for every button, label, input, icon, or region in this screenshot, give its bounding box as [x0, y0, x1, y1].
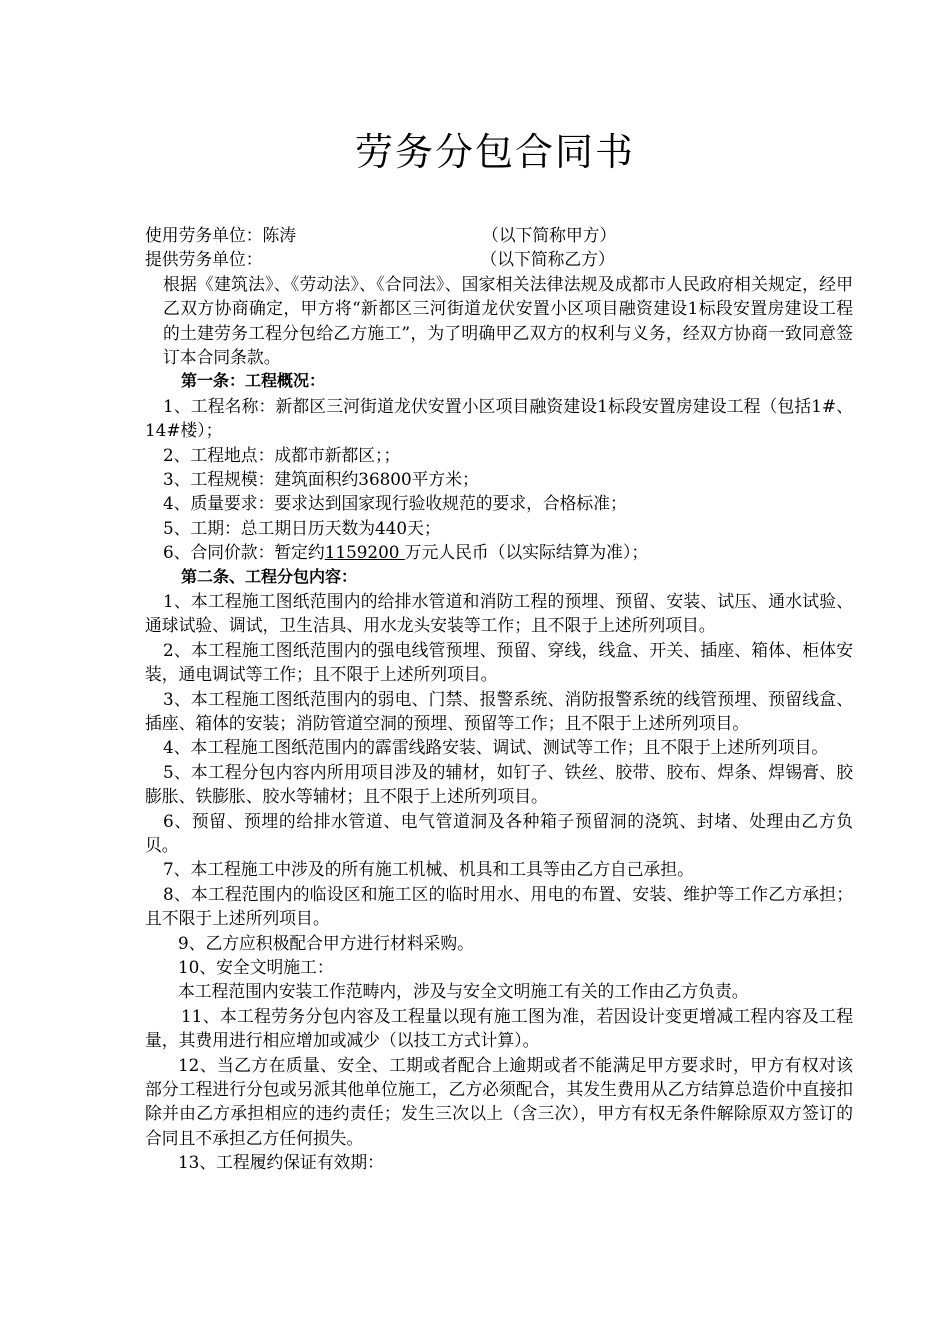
item6-suffix: 万元人民币（以实际结算为准）；	[404, 542, 649, 563]
article2-item: 5、本工程分包内容内所用项目涉及的辅材，如钉子、铁丝、胶带、胶布、焊条、焊锡膏、胶膨胀、铁膨胀、胶水等辅材；且不限于上述所列项目。	[145, 761, 853, 807]
document-title: 劳务分包合同书	[354, 130, 635, 174]
article1-item: 3、工程规模：建筑面积约36800平方米；	[163, 469, 479, 489]
article1-item: 5、工期：总工期日历天数为440天；	[163, 517, 441, 538]
article2-item: 8、本工程范围内的临设区和施工区的临时用水、用电的布置、安装、维护等工作乙方承担；且不限于上述所列项目。	[145, 883, 853, 929]
contract-amount: 1159200	[324, 542, 405, 563]
article1-item: 2、工程地点：成都市新都区；；	[163, 444, 401, 465]
article2-item: 2、本工程施工图纸范围内的强电线管预埋、预留、穿线，线盒、开关、插座、箱体、柜体安装，通电调试等工作；且不限于上述所列项目。	[145, 639, 853, 685]
article1-item: 4、质量要求：要求达到国家现行验收规范的要求，合格标准；	[163, 493, 627, 514]
article2-heading: 第二条、工程分包内容：	[181, 566, 358, 586]
party-a-note: （以下简称甲方）	[482, 225, 617, 245]
article2-item: 13、工程履约保证有效期：	[178, 1152, 384, 1173]
party-a-line	[145, 223, 853, 247]
party-b-label: 提供劳务单位：	[145, 249, 263, 270]
intro-paragraph: 根据《建筑法》、《劳动法》、《合同法》、国家相关法律法规及成都市人民政府相关规定，经甲乙双方协商确定，甲方将“新都区三河街道龙伏安置小区项目融资建设1标段安置房建设工程的土建劳务工程分包给乙方施工”，为了明确甲乙双方的权利与义务，经双方协商一致同意签订本合同条款。	[163, 273, 853, 367]
article2-item: 11、本工程劳务分包内容及工程量以现有施工图为准，若因设计变更增减工程内容及工程量，其费用进行相应增加或减少（以技工方式计算）。	[145, 1005, 853, 1051]
article2-item: 10、安全文明施工：	[178, 957, 334, 978]
party-a-label: 使用劳务单位：陈涛	[145, 225, 297, 245]
article2-item: 9、乙方应积极配合甲方进行材料采购。	[178, 932, 474, 953]
article1-item: 1、工程名称：新都区三河街道龙伏安置小区项目融资建设1标段安置房建设工程（包括1#、14#楼）；	[145, 395, 853, 441]
article1-item-6	[145, 540, 853, 564]
document-body	[145, 223, 853, 1175]
article2-item: 本工程范围内安装工作范畴内，涉及与安全文明施工有关的工作由乙方负责。	[178, 981, 749, 1002]
article2-item: 3、本工程施工图纸范围内的弱电、门禁、报警系统、消防报警系统的线管预埋、预留线盒、插座、箱体的安装；消防管道空洞的预埋、预留等工作；且不限于上述所列项目。	[145, 688, 853, 733]
party-b-line	[145, 247, 853, 271]
party-b-note: （以下简称乙方）	[480, 249, 615, 270]
item6-prefix: 6、合同价款：暂定约	[163, 542, 325, 563]
article2-item: 12、当乙方在质量、安全、工期或者配合上逾期或者不能满足甲方要求时，甲方有权对该部分工程进行分包或另派其他单位施工，乙方必须配合，其发生费用从乙方结算总造价中直接扣除并由乙方承担相应的违约责任；发生三次以上（含三次），甲方有权无条件解除原双方签订的合同且不承担乙方任何损失。	[145, 1054, 853, 1148]
article2-item: 1、本工程施工图纸范围内的给排水管道和消防工程的预埋、预留、安装、试压、通水试验、通球试验、调试，卫生洁具、用水龙头安装等工作；且不限于上述所列项目。	[145, 590, 853, 636]
article1-heading: 第一条：工程概况：	[181, 371, 326, 391]
article2-item: 7、本工程施工中涉及的所有施工机械、机具和工具等由乙方自己承担。	[163, 859, 694, 880]
article2-item: 6、预留、预埋的给排水管道、电气管道洞及各种箱子预留洞的浇筑、封堵、处理由乙方负贝。	[145, 810, 853, 856]
article2-item: 4、本工程施工图纸范围内的霹雷线路安装、调试、测试等工作；且不限于上述所列项目。	[163, 737, 829, 758]
